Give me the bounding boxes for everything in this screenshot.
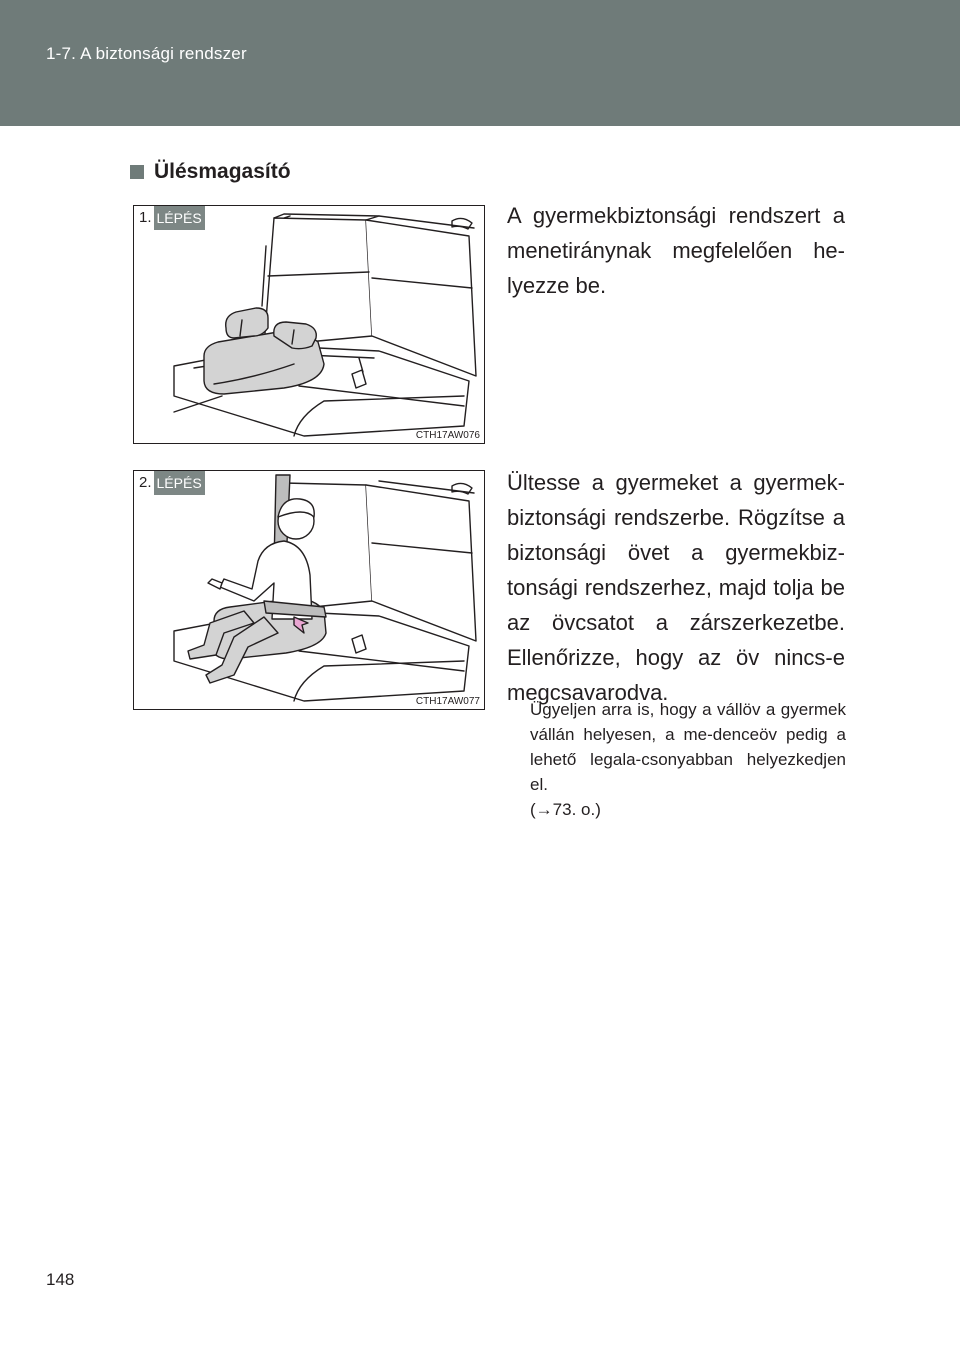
step-2-figure: [133, 470, 485, 710]
step-1-badge: [134, 206, 205, 230]
note-text: Ügyeljen arra is, hogy a vállöv a gyermek vállán helyesen, a me-denceöv pedig a lehető legala-csonyabban helyezkedjen el.: [530, 700, 846, 794]
step-1-figure-code: CTH17AW076: [415, 430, 480, 441]
step-2-word: LÉPÉS: [154, 471, 205, 495]
page-header: [0, 0, 960, 126]
note-text-block: [530, 697, 846, 822]
step-2-text: Ültesse a gyermeket a gyermek-biztonsági rendszerbe. Rögzítse a biztonsági övet a gyermekbiz-tonsági rendszerhez, majd tolja be az övcsatot a zárszerkezetbe. Ellenőrizze, hogy az öv nincs-e megcsavarodva.: [507, 470, 845, 705]
step-1-number: 1.: [134, 206, 154, 230]
child-on-booster-illustration: [134, 471, 485, 710]
section-title: Ülésmagasító: [154, 160, 291, 183]
note-page-reference[interactable]: (→73. o.): [530, 800, 601, 819]
section-heading: [130, 160, 291, 184]
booster-seat-illustration: [134, 206, 485, 444]
step-1-word: LÉPÉS: [154, 206, 205, 230]
step-1-text: A gyermekbiztonsági rendszert a menetiránynak megfelelően he-lyezze be.: [507, 203, 845, 298]
header-title: 1-7. A biztonsági rendszer: [46, 44, 247, 63]
step-2-number: 2.: [134, 471, 154, 495]
page-number: 148: [46, 1270, 75, 1289]
step-2-figure-code: CTH17AW077: [415, 696, 480, 707]
step-1-figure: [133, 205, 485, 444]
step-2-badge: [134, 471, 205, 495]
square-bullet-icon: [130, 165, 144, 179]
